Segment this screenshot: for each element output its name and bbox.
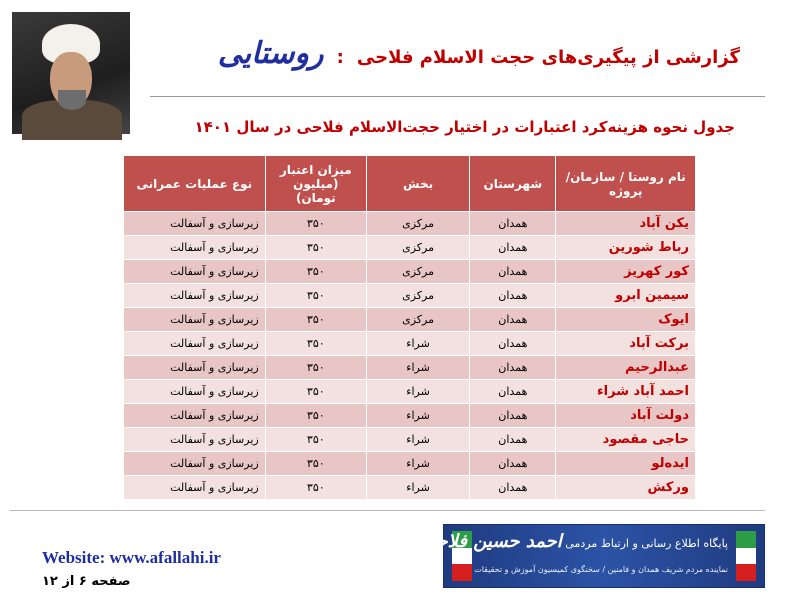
cell-section: مرکزی bbox=[366, 236, 469, 260]
table-row bbox=[124, 260, 696, 284]
cell-amount: ۳۵۰ bbox=[265, 236, 366, 260]
table-header-row bbox=[124, 156, 696, 212]
cell-name: احمد آباد شراء bbox=[556, 380, 696, 404]
cell-amount: ۳۵۰ bbox=[265, 476, 366, 500]
table-row bbox=[124, 452, 696, 476]
cell-type: زیرسازی و آسفالت bbox=[124, 212, 266, 236]
table-row bbox=[124, 332, 696, 356]
cell-type: زیرسازی و آسفالت bbox=[124, 236, 266, 260]
cell-amount: ۳۵۰ bbox=[265, 308, 366, 332]
cell-type: زیرسازی و آسفالت bbox=[124, 308, 266, 332]
cell-section: مرکزی bbox=[366, 284, 469, 308]
banner-subline: نماینده مردم شریف همدان و فامنین / سخنگوی کمیسیون آموزش و تحقیقات bbox=[474, 565, 728, 574]
cell-city: همدان bbox=[470, 260, 556, 284]
cell-city: همدان bbox=[470, 428, 556, 452]
cell-city: همدان bbox=[470, 212, 556, 236]
cell-name: دولت آباد bbox=[556, 404, 696, 428]
cell-type: زیرسازی و آسفالت bbox=[124, 404, 266, 428]
footer-divider bbox=[10, 510, 765, 511]
title-brand: روستایی bbox=[217, 36, 324, 71]
cell-city: همدان bbox=[470, 476, 556, 500]
cell-section: شراء bbox=[366, 476, 469, 500]
table-row bbox=[124, 380, 696, 404]
cell-amount: ۳۵۰ bbox=[265, 332, 366, 356]
banner-prefix: پایگاه اطلاع رسانی و ارتباط مردمی bbox=[565, 537, 728, 550]
title-report: گزارشی از پیگیری‌های حجت الاسلام فلاحی bbox=[356, 47, 740, 68]
cell-section: شراء bbox=[366, 404, 469, 428]
cell-amount: ۳۵۰ bbox=[265, 356, 366, 380]
table-row bbox=[124, 428, 696, 452]
website-link[interactable]: Website: www.afallahi.ir bbox=[42, 548, 221, 567]
footer-banner bbox=[421, 524, 765, 588]
cell-section: شراء bbox=[366, 332, 469, 356]
cell-type: زیرسازی و آسفالت bbox=[124, 284, 266, 308]
header-amount: میزان اعتبار (میلیون تومان) bbox=[265, 156, 366, 212]
title-separator: : bbox=[336, 47, 344, 68]
cell-city: همدان bbox=[470, 380, 556, 404]
cell-section: مرکزی bbox=[366, 260, 469, 284]
table-row bbox=[124, 356, 696, 380]
cell-name: رباط شورین bbox=[556, 236, 696, 260]
cell-name: ایده‌لو bbox=[556, 452, 696, 476]
table-row bbox=[124, 404, 696, 428]
cell-amount: ۳۵۰ bbox=[265, 212, 366, 236]
table-row bbox=[124, 476, 696, 500]
cell-city: همدان bbox=[470, 236, 556, 260]
cell-city: همدان bbox=[470, 356, 556, 380]
cell-amount: ۳۵۰ bbox=[265, 380, 366, 404]
banner-name: احمد حسین فلاحی bbox=[421, 531, 562, 552]
portrait-photo bbox=[12, 12, 130, 134]
cell-section: شراء bbox=[366, 428, 469, 452]
cell-amount: ۳۵۰ bbox=[265, 452, 366, 476]
cell-type: زیرسازی و آسفالت bbox=[124, 380, 266, 404]
cell-section: مرکزی bbox=[366, 212, 469, 236]
table-caption: جدول نحوه هزینه‌کرد اعتبارات در اختیار حجت‌الاسلام فلاحی در سال ۱۴۰۱ bbox=[194, 118, 735, 136]
cell-type: زیرسازی و آسفالت bbox=[124, 332, 266, 356]
cell-amount: ۳۵۰ bbox=[265, 404, 366, 428]
cell-type: زیرسازی و آسفالت bbox=[124, 452, 266, 476]
cell-name: ورکش bbox=[556, 476, 696, 500]
table-row bbox=[124, 236, 696, 260]
page-number: صفحه ۶ از ۱۲ bbox=[42, 574, 131, 589]
cell-name: عبدالرحیم bbox=[556, 356, 696, 380]
cell-type: زیرسازی و آسفالت bbox=[124, 428, 266, 452]
cell-name: حاجی مقصود bbox=[556, 428, 696, 452]
cell-section: شراء bbox=[366, 356, 469, 380]
header-name: نام روستا / سازمان/ پروژه bbox=[556, 156, 696, 212]
cell-type: زیرسازی و آسفالت bbox=[124, 476, 266, 500]
cell-name: یکن آباد bbox=[556, 212, 696, 236]
cell-name: سیمین ابرو bbox=[556, 284, 696, 308]
cell-name: کور کهریز bbox=[556, 260, 696, 284]
cell-amount: ۳۵۰ bbox=[265, 260, 366, 284]
cell-city: همدان bbox=[470, 308, 556, 332]
cell-city: همدان bbox=[470, 284, 556, 308]
header-type: نوع عملیات عمرانی bbox=[124, 156, 266, 212]
cell-city: همدان bbox=[470, 332, 556, 356]
header-city: شهرستان bbox=[470, 156, 556, 212]
cell-city: همدان bbox=[470, 452, 556, 476]
cell-section: شراء bbox=[366, 452, 469, 476]
cell-name: ایوک bbox=[556, 308, 696, 332]
cell-section: مرکزی bbox=[366, 308, 469, 332]
iran-flag-icon bbox=[736, 531, 756, 581]
table-row bbox=[124, 308, 696, 332]
cell-type: زیرسازی و آسفالت bbox=[124, 260, 266, 284]
budget-table bbox=[123, 155, 696, 500]
title-divider bbox=[150, 96, 765, 97]
cell-city: همدان bbox=[470, 404, 556, 428]
header-section: بخش bbox=[366, 156, 469, 212]
table-row bbox=[124, 284, 696, 308]
table-row bbox=[124, 212, 696, 236]
cell-section: شراء bbox=[366, 380, 469, 404]
cell-amount: ۳۵۰ bbox=[265, 428, 366, 452]
cell-name: برکت آباد bbox=[556, 332, 696, 356]
cell-amount: ۳۵۰ bbox=[265, 284, 366, 308]
banner-headline bbox=[421, 531, 728, 552]
page-title bbox=[150, 36, 740, 71]
cell-type: زیرسازی و آسفالت bbox=[124, 356, 266, 380]
